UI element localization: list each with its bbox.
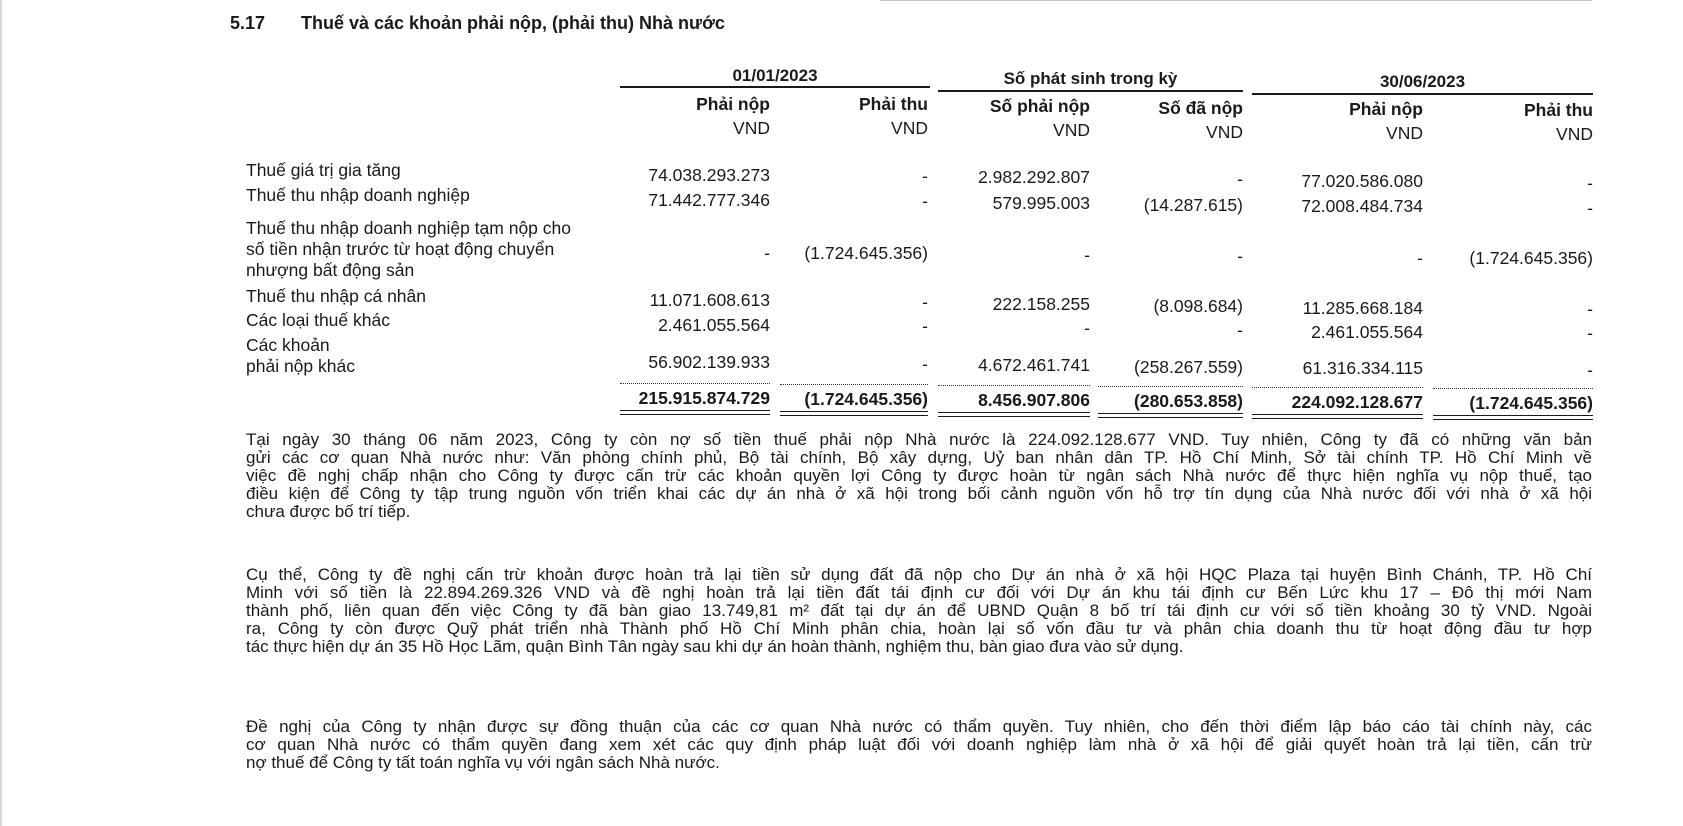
total-cell: (1.724.645.356) [804,389,928,409]
cell: 4.672.461.741 [978,355,1090,375]
col-title: Phải thu [1523,100,1593,120]
col-unit: VND [1386,123,1423,143]
cell: - [1587,299,1593,319]
scan-edge [0,0,2,826]
cell: - [922,316,928,336]
group-opening: 01/01/2023 [732,66,818,85]
paragraph-line: gửi các cơ quan Nhà nước như: Văn phòng chính phủ, Bộ tài chính, Bộ xây dựng, Uỷ ban nhân dân TP. Hồ Chí Minh, Sở tài chính TP. Hồ Chí Minh về [246,448,1592,467]
cell: - [1587,198,1593,218]
total-rule-top [1098,386,1243,387]
row-label-line: Thuế thu nhập doanh nghiệp [246,185,470,205]
cell: 72.008.484.734 [1301,196,1423,216]
cell: - [764,243,770,263]
paragraph-line: chưa được bố trí tiếp. [246,502,411,521]
paragraph-tax-debt [246,431,1592,521]
cell: (258.267.559) [1134,357,1243,377]
cell: - [922,292,928,312]
total-cell: 8.456.907.806 [978,390,1090,410]
total-rule-top [620,383,770,384]
row-label-cit [246,185,470,206]
row-label-line: Các loại thuế khác [246,310,390,330]
row-label-other-payables [246,335,355,377]
col-unit: VND [1053,120,1090,140]
cell: (1.724.645.356) [1469,248,1593,268]
row-label-pit [246,286,426,307]
row-label-line: số tiền nhận trước từ hoạt động chuyển [246,239,555,259]
paragraph-approval-status [246,718,1592,772]
group-closing-line [1252,93,1593,95]
cell: - [1587,173,1593,193]
cell: 77.020.586.080 [1301,171,1423,191]
cell: (8.098.684) [1153,296,1243,316]
paragraph-line: nợ thuế để Công ty tất toán nghĩa vụ với ngân sách Nhà nước. [246,753,720,772]
total-rule-top [780,384,928,385]
cell: (14.287.615) [1143,195,1243,215]
col-unit: VND [1206,122,1243,142]
group-movement-line [938,90,1243,92]
cell: - [1084,245,1090,265]
cell: (1.724.645.356) [804,243,928,263]
section-number: 5.17 [230,13,266,33]
row-label-cit-advance [246,218,571,281]
total-double-underline [938,412,1090,417]
paragraph-line: việc đề nghị chấp nhận cho Công ty được cấn trừ các khoản quyền lợi Công ty được hoàn từ ngân sách Nhà nước để thực hiện nghĩa vụ nộp thuế, tạo [246,466,1592,485]
col-title: Phải nộp [1349,99,1423,119]
col-title: Phải nộp [696,94,770,114]
total-double-underline [620,410,770,415]
col-head-opening-receivable [780,92,928,140]
cell: - [1417,248,1423,268]
section-title: Thuế và các khoản phải nộp, (phải thu) Nhà nước [301,13,725,33]
col-title: Số đã nộp [1158,98,1243,118]
cell: 2.982.292.807 [978,167,1090,187]
cell: - [1084,318,1090,338]
group-movement: Số phát sinh trong kỳ [1003,69,1178,88]
cell: 74.038.293.273 [648,165,770,185]
col-head-movement-payable [938,94,1090,142]
cell: 222.158.255 [992,294,1090,314]
paragraph-line: thành phố, liên quan đến việc Công ty đã bàn giao 13.749,81 m² đất tại dự án để UBND Quận 8 bố trí tái định cư với số tiền khoảng 30 tỷ VND. Ngoài [246,601,1592,620]
top-rule [880,0,1592,1]
paragraph-line: Tại ngày 30 tháng 06 năm 2023, Công ty còn nợ số tiền thuế phải nộp Nhà nước là 224.092.128.677 VND. Tuy nhiên, Công ty đã có những văn bản [246,430,1592,449]
col-head-closing-receivable [1433,98,1593,146]
total-double-underline [1433,415,1593,420]
total-cell: 224.092.128.677 [1291,392,1423,412]
cell: 2.461.055.564 [1311,322,1423,342]
row-label-line: Thuế thu nhập cá nhân [246,286,427,306]
paragraph-line: Cụ thể, Công ty đề nghị cấn trừ khoản được hoàn trả lại tiền sử dụng đất đã nộp cho Dự án nhà ở xã hội HQC Plaza tại huyện Bình Chánh, TP. Hồ Chí [246,565,1592,584]
cell: 579.995.003 [992,193,1090,213]
row-label-line: Thuế giá trị gia tăng [246,160,401,180]
col-head-opening-payable [620,92,770,140]
cell: - [1237,246,1243,266]
total-double-underline [780,411,928,416]
cell: 71.442.777.346 [648,190,770,210]
cell: 2.461.055.564 [658,315,770,335]
cell: 56.902.139.933 [648,352,770,372]
col-unit: VND [1556,124,1593,144]
col-title: Phải thu [858,94,928,114]
col-head-closing-payable [1252,97,1423,145]
row-label-line: Thuế thu nhập doanh nghiệp tạm nộp cho [246,218,571,238]
paragraph-offset-details [246,566,1592,656]
row-label-other-taxes [246,310,390,331]
paragraph-line: Đề nghị của Công ty nhận được sự đồng thuận của các cơ quan Nhà nước có thẩm quyền. Tuy nhiên, cho đến thời điểm lập báo cáo tài chính này, các [246,717,1592,736]
row-label-line: nhượng bất động sản [246,260,415,280]
col-head-movement-paid [1098,96,1243,144]
row-label-line: Các khoản [246,335,330,355]
paragraph-line: tác thực hiện dự án 35 Hồ Học Lãm, quận Bình Tân ngày sau khi dự án hoàn thành, nghiệm thu, bàn giao đưa vào sử dụng. [246,637,1184,656]
cell: 11.071.608.613 [649,290,770,310]
row-label-vat [246,160,401,181]
paragraph-line: ra, Công ty còn được Quỹ phát triển nhà Thành phố Hồ Chí Minh phân chia, hoàn lại số vốn đầu tư và phân chia doanh thu từ hoạt động đầu tư hợp [246,619,1592,638]
cell: 61.316.334.115 [1302,358,1423,378]
col-unit: VND [891,118,928,138]
col-title: Số phải nộp [989,96,1090,116]
row-label-line: phải nộp khác [246,356,355,376]
total-cell: 215.915.874.729 [638,388,770,408]
paragraph-line: cơ quan Nhà nước có thẩm quyền đang xem xét các quy định pháp luật đối với doanh nghiệp làm nhà ở xã hội để giải quyết hoàn trả lại tiền, cấn trừ [246,735,1592,754]
paragraph-line: điều kiện để Công ty tập trung nguồn vốn triển khai các dự án nhà ở xã hội trong bối cảnh nguồn vốn hỗ trợ tín dụng của Nhà nước đối với nhà ở xã hội [246,484,1592,503]
cell: - [1237,320,1243,340]
total-double-underline [1098,413,1243,418]
total-cell: (280.653.858) [1134,391,1243,411]
total-cell: (1.724.645.356) [1469,393,1593,413]
cell: - [922,191,928,211]
cell: - [1587,323,1593,343]
total-rule-top [1252,387,1423,388]
cell: 11.285.668.184 [1302,298,1423,318]
cell: - [922,166,928,186]
cell: - [1587,360,1593,380]
total-double-underline [1252,414,1423,419]
group-closing: 30/06/2023 [1379,72,1466,91]
cell: - [1237,169,1243,189]
group-opening-line [620,86,930,88]
col-unit: VND [733,118,770,138]
total-rule-top [1433,388,1593,389]
paragraph-line: Minh với số tiền là 22.894.269.326 VND và đề nghị hoàn trả lại tiền đất tái định cư đối với Dự án khu tái định cư Bến Lức khu 17 – Đô thị mới Nam [246,583,1592,602]
cell: - [922,354,928,374]
total-rule-top [938,385,1090,386]
